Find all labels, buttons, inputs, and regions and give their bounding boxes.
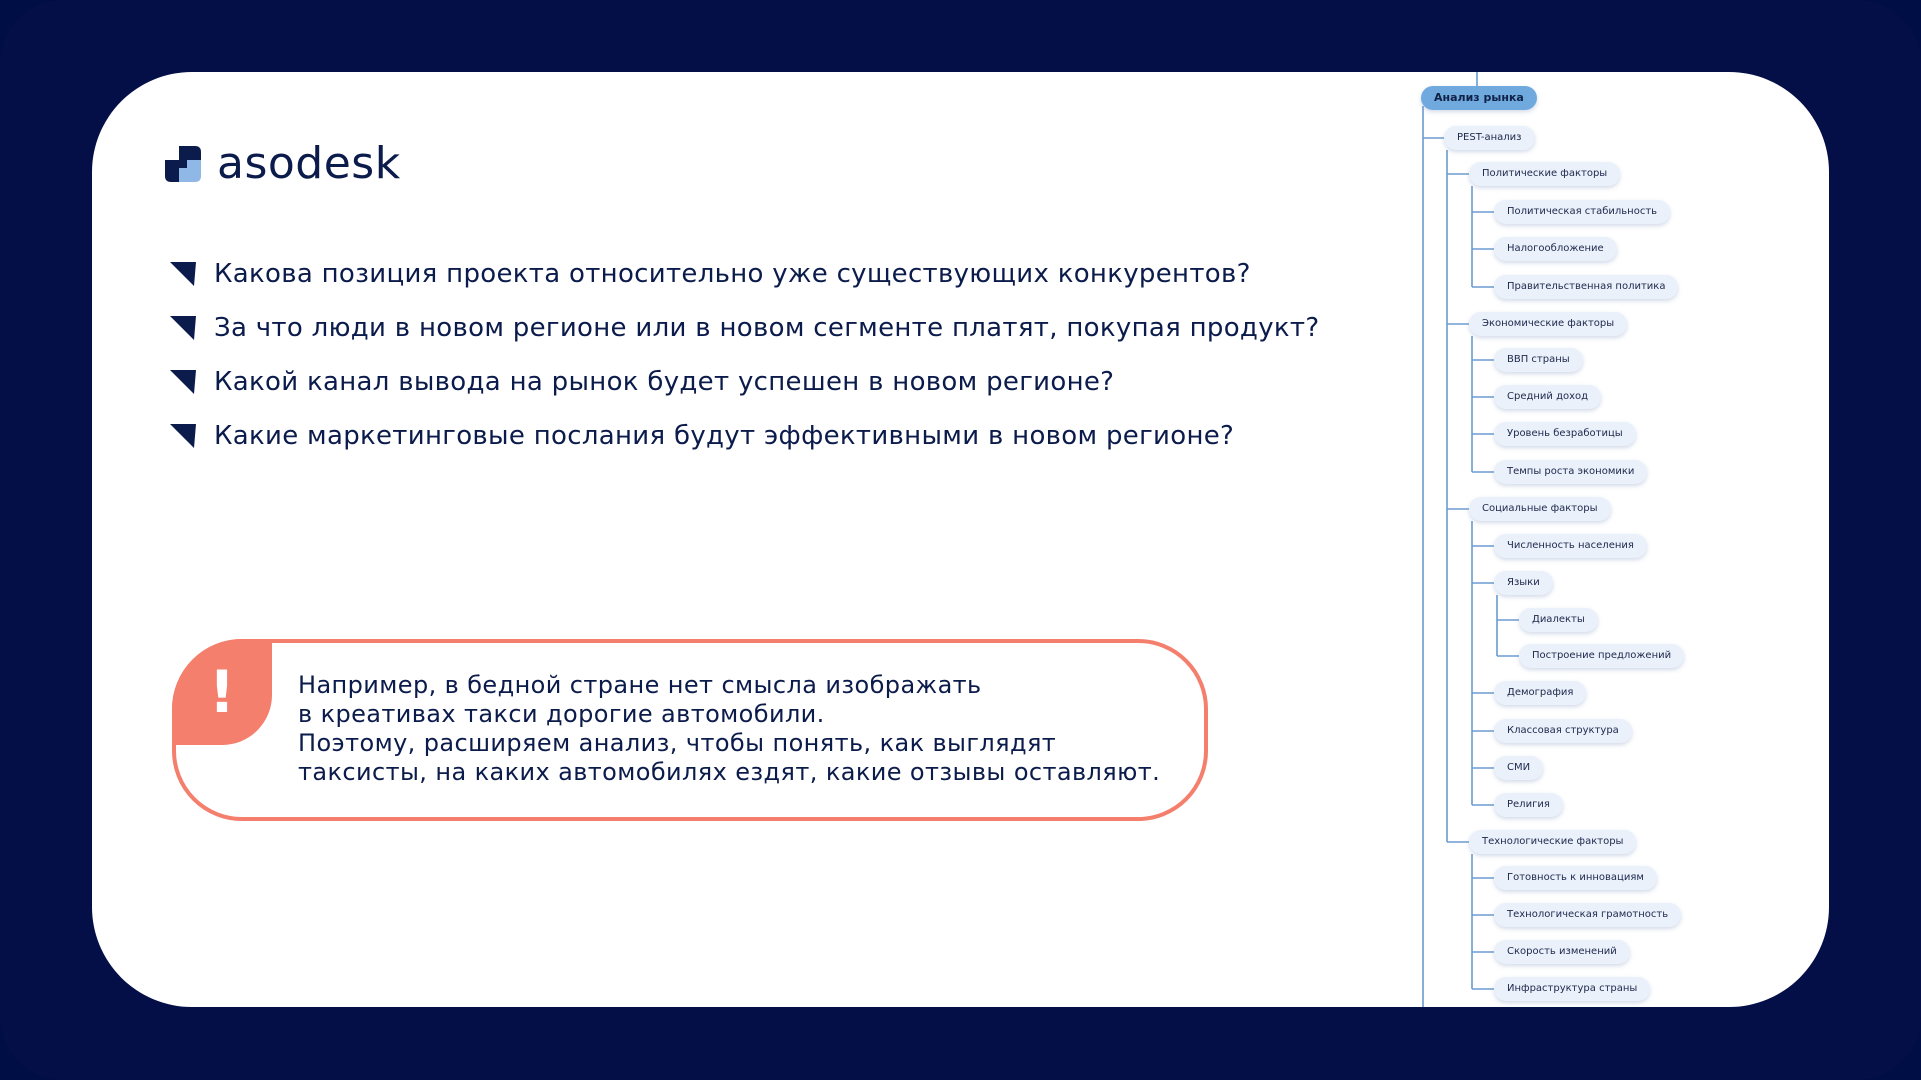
callout-line: Например, в бедной стране нет смысла изображать [298,671,982,699]
question-text: Какие маркетинговые послания будут эффективными в новом регионе? [214,421,1235,451]
questions-list [170,247,1319,463]
mindmap-leaf: СМИ [1494,756,1543,780]
question-text: Какой канал вывода на рынок будет успешен в новом регионе? [214,367,1115,397]
mindmap-leaf: Скорость изменений [1494,940,1630,964]
example-callout [172,639,1208,821]
mindmap-leaf: Диалекты [1519,608,1598,632]
asodesk-logo-icon [165,146,201,182]
mindmap-leaf: Демография [1494,681,1586,705]
mindmap-root-node: Анализ рынка [1421,86,1537,110]
question-item [170,301,1319,355]
mindmap-leaf: Языки [1494,571,1553,595]
mindmap-node-social: Социальные факторы [1469,497,1611,521]
callout-line: таксисты, на каких автомобилях ездят, какие отзывы оставляют. [298,758,1161,786]
mindmap-leaf: Готовность к инновациям [1494,866,1657,890]
question-item [170,409,1319,463]
mindmap-leaf: Религия [1494,793,1563,817]
question-item [170,355,1319,409]
triangle-bullet-icon [170,424,196,448]
question-text: Какова позиция проекта относительно уже существующих конкурентов? [214,259,1251,289]
mindmap-leaf: Классовая структура [1494,719,1632,743]
question-text: За что люди в новом регионе или в новом сегменте платят, покупая продукт? [214,313,1320,343]
mindmap-leaf: Налогообложение [1494,237,1617,261]
mindmap-leaf: Правительственная политика [1494,275,1678,299]
triangle-bullet-icon [170,262,196,286]
mindmap-node-pest: PEST-анализ [1444,126,1535,150]
exclamation-icon: ! [172,639,272,745]
slide-card [92,72,1829,1007]
mindmap-node-political: Политические факторы [1469,162,1620,186]
brand-logo [165,138,401,189]
market-analysis-mindmap [92,72,1829,1007]
mindmap-leaf: Инфраструктура страны [1494,977,1650,1001]
mindmap-leaf: ВВП страны [1494,348,1583,372]
mindmap-leaf: Численность населения [1494,534,1647,558]
mindmap-leaf: Политическая стабильность [1494,200,1670,224]
mindmap-leaf: Технологическая грамотность [1494,903,1681,927]
brand-name: asodesk [217,138,401,189]
callout-line: в креативах такси дорогие автомобили. [298,700,825,728]
mindmap-node-economic: Экономические факторы [1469,312,1627,336]
mindmap-leaf: Средний доход [1494,385,1601,409]
mindmap-leaf: Уровень безработицы [1494,422,1636,446]
callout-text [298,671,1178,787]
mindmap-leaf: Построение предложений [1519,644,1684,668]
callout-line: Поэтому, расширяем анализ, чтобы понять, как выглядят [298,729,1057,757]
question-item [170,247,1319,301]
triangle-bullet-icon [170,316,196,340]
triangle-bullet-icon [170,370,196,394]
mindmap-node-tech: Технологические факторы [1469,830,1636,854]
mindmap-leaf: Темпы роста экономики [1494,460,1647,484]
